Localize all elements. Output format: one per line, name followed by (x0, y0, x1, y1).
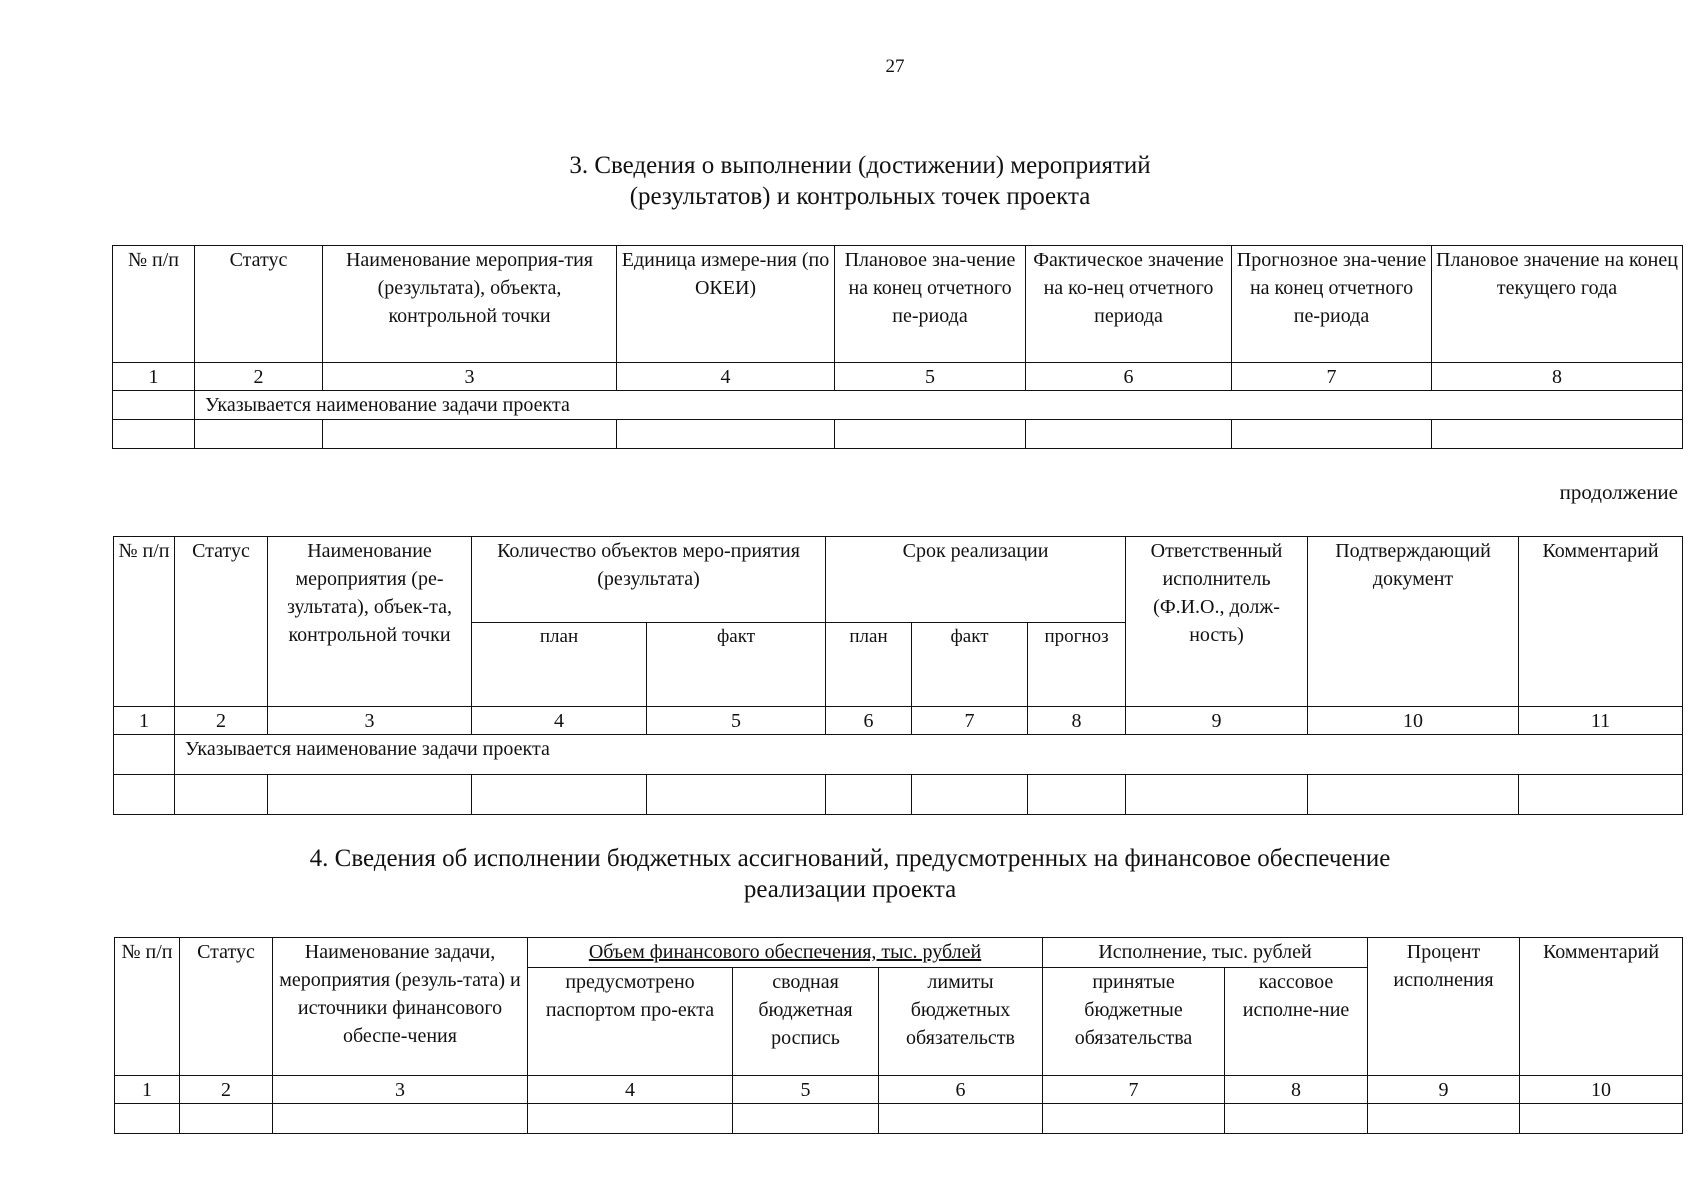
header-volume: Объем финансового обеспечения, тыс. рублей (528, 938, 1043, 968)
header-volume-passport: предусмотрено паспортом про-екта (528, 968, 733, 1076)
col-number: 8 (1432, 363, 1683, 391)
table-row (114, 775, 1683, 815)
col-number: 9 (1368, 1076, 1520, 1104)
col-number: 7 (1043, 1076, 1225, 1104)
empty-cell (1126, 775, 1308, 815)
section4-title (200, 843, 1500, 905)
section4-title-line2: реализации проекта (743, 876, 957, 903)
column-number-row (113, 363, 1683, 391)
column-number-row (115, 1076, 1683, 1104)
empty-cell (114, 735, 175, 775)
header-execution-cash: кассовое исполне-ние (1225, 968, 1368, 1076)
header-status: Статус (175, 537, 268, 707)
empty-cell (528, 1104, 733, 1134)
table-header-row (114, 537, 1683, 623)
header-term: Срок реализации (826, 537, 1126, 623)
header-term-fact: факт (912, 623, 1028, 707)
table-row (115, 1104, 1683, 1134)
header-execution-accepted: принятые бюджетные обязательства (1043, 968, 1225, 1076)
section3-title (360, 150, 1360, 212)
col-number: 5 (835, 363, 1026, 391)
empty-cell (826, 775, 912, 815)
header-name: Наименование задачи, мероприятия (резуль-тата) и источники финансового обеспе-чения (273, 938, 528, 1076)
header-quantity: Количество объектов меро-приятия (результата) (472, 537, 826, 623)
empty-cell (175, 775, 268, 815)
table-header-row (115, 938, 1683, 968)
header-num: № п/п (114, 537, 175, 707)
empty-cell (114, 775, 175, 815)
col-number: 10 (1308, 707, 1519, 735)
empty-cell (1232, 420, 1432, 449)
empty-cell (912, 775, 1028, 815)
section3-continuation-table (113, 536, 1683, 815)
header-forecast-period: Прогнозное зна-чение на конец отчетного пе-риода (1232, 246, 1432, 363)
header-term-plan: план (826, 623, 912, 707)
column-number-row (114, 707, 1683, 735)
section3-table (112, 245, 1683, 449)
col-number: 3 (268, 707, 472, 735)
header-execution: Исполнение, тыс. рублей (1043, 938, 1368, 968)
header-responsible: Ответственный исполнитель (Ф.И.О., долж-ность) (1126, 537, 1308, 707)
header-volume-summary: сводная бюджетная роспись (733, 968, 879, 1076)
header-quantity-plan: план (472, 623, 647, 707)
empty-cell (180, 1104, 273, 1134)
header-unit: Единица измере-ния (по ОКЕИ) (617, 246, 835, 363)
task-row (113, 391, 1683, 420)
col-number: 2 (175, 707, 268, 735)
col-number: 8 (1225, 1076, 1368, 1104)
col-number: 5 (733, 1076, 879, 1104)
empty-cell (835, 420, 1026, 449)
empty-cell (113, 391, 195, 420)
header-term-forecast: прогноз (1028, 623, 1126, 707)
task-name: Указывается наименование задачи проекта (195, 391, 1683, 420)
col-number: 7 (912, 707, 1028, 735)
empty-cell (1225, 1104, 1368, 1134)
col-number: 4 (617, 363, 835, 391)
empty-cell (647, 775, 826, 815)
empty-cell (113, 420, 195, 449)
col-number: 1 (114, 707, 175, 735)
col-number: 6 (879, 1076, 1043, 1104)
header-name: Наименование мероприя-тия (результата), объекта, контрольной точки (323, 246, 617, 363)
task-row (114, 735, 1683, 775)
empty-cell (1519, 775, 1683, 815)
empty-cell (1308, 775, 1519, 815)
empty-cell (1368, 1104, 1520, 1134)
empty-cell (1043, 1104, 1225, 1134)
col-number: 6 (826, 707, 912, 735)
header-quantity-fact: факт (647, 623, 826, 707)
header-status: Статус (180, 938, 273, 1076)
section4-table (114, 937, 1683, 1134)
col-number: 6 (1026, 363, 1232, 391)
header-volume-limits: лимиты бюджетных обязательств (879, 968, 1043, 1076)
empty-cell (472, 775, 647, 815)
empty-cell (617, 420, 835, 449)
header-num: № п/п (115, 938, 180, 1076)
empty-cell (1028, 775, 1126, 815)
col-number: 4 (472, 707, 647, 735)
col-number: 3 (323, 363, 617, 391)
table-header-row (113, 246, 1683, 363)
col-number: 10 (1520, 1076, 1683, 1104)
empty-cell (1432, 420, 1683, 449)
col-number: 1 (113, 363, 195, 391)
header-percent: Процент исполнения (1368, 938, 1520, 1076)
header-status: Статус (195, 246, 323, 363)
col-number: 2 (195, 363, 323, 391)
empty-cell (195, 420, 323, 449)
col-number: 1 (115, 1076, 180, 1104)
empty-cell (1026, 420, 1232, 449)
empty-cell (733, 1104, 879, 1134)
empty-cell (323, 420, 617, 449)
col-number: 4 (528, 1076, 733, 1104)
empty-cell (268, 775, 472, 815)
col-number: 11 (1519, 707, 1683, 735)
task-name: Указывается наименование задачи проекта (175, 735, 1683, 775)
col-number: 8 (1028, 707, 1126, 735)
header-name: Наименование мероприятия (ре-зультата), объек-та, контрольной точки (268, 537, 472, 707)
header-num: № п/п (113, 246, 195, 363)
section4-title-line1: 4. Сведения об исполнении бюджетных ассигнований, предусмотренных на финансовое обеспечение (309, 845, 1391, 872)
header-plan-year: Плановое значение на конец текущего года (1432, 246, 1683, 363)
page-number: 27 (885, 56, 905, 77)
col-number: 9 (1126, 707, 1308, 735)
empty-cell (273, 1104, 528, 1134)
col-number: 2 (180, 1076, 273, 1104)
col-number: 7 (1232, 363, 1432, 391)
header-document: Подтверждающий документ (1308, 537, 1519, 707)
col-number: 3 (273, 1076, 528, 1104)
header-comment: Комментарий (1519, 537, 1683, 707)
section3-title-line1: 3. Сведения о выполнении (достижении) мероприятий (569, 152, 1151, 179)
section3-title-line2: (результатов) и контрольных точек проекта (629, 183, 1091, 210)
col-number: 5 (647, 707, 826, 735)
empty-cell (115, 1104, 180, 1134)
empty-cell (1520, 1104, 1683, 1134)
header-plan-period: Плановое зна-чение на конец отчетного пе-риода (835, 246, 1026, 363)
continuation-label: продолжение (1559, 480, 1678, 504)
table-row (113, 420, 1683, 449)
empty-cell (879, 1104, 1043, 1134)
header-fact-period: Фактическое значение на ко-нец отчетного периода (1026, 246, 1232, 363)
header-comment: Комментарий (1520, 938, 1683, 1076)
